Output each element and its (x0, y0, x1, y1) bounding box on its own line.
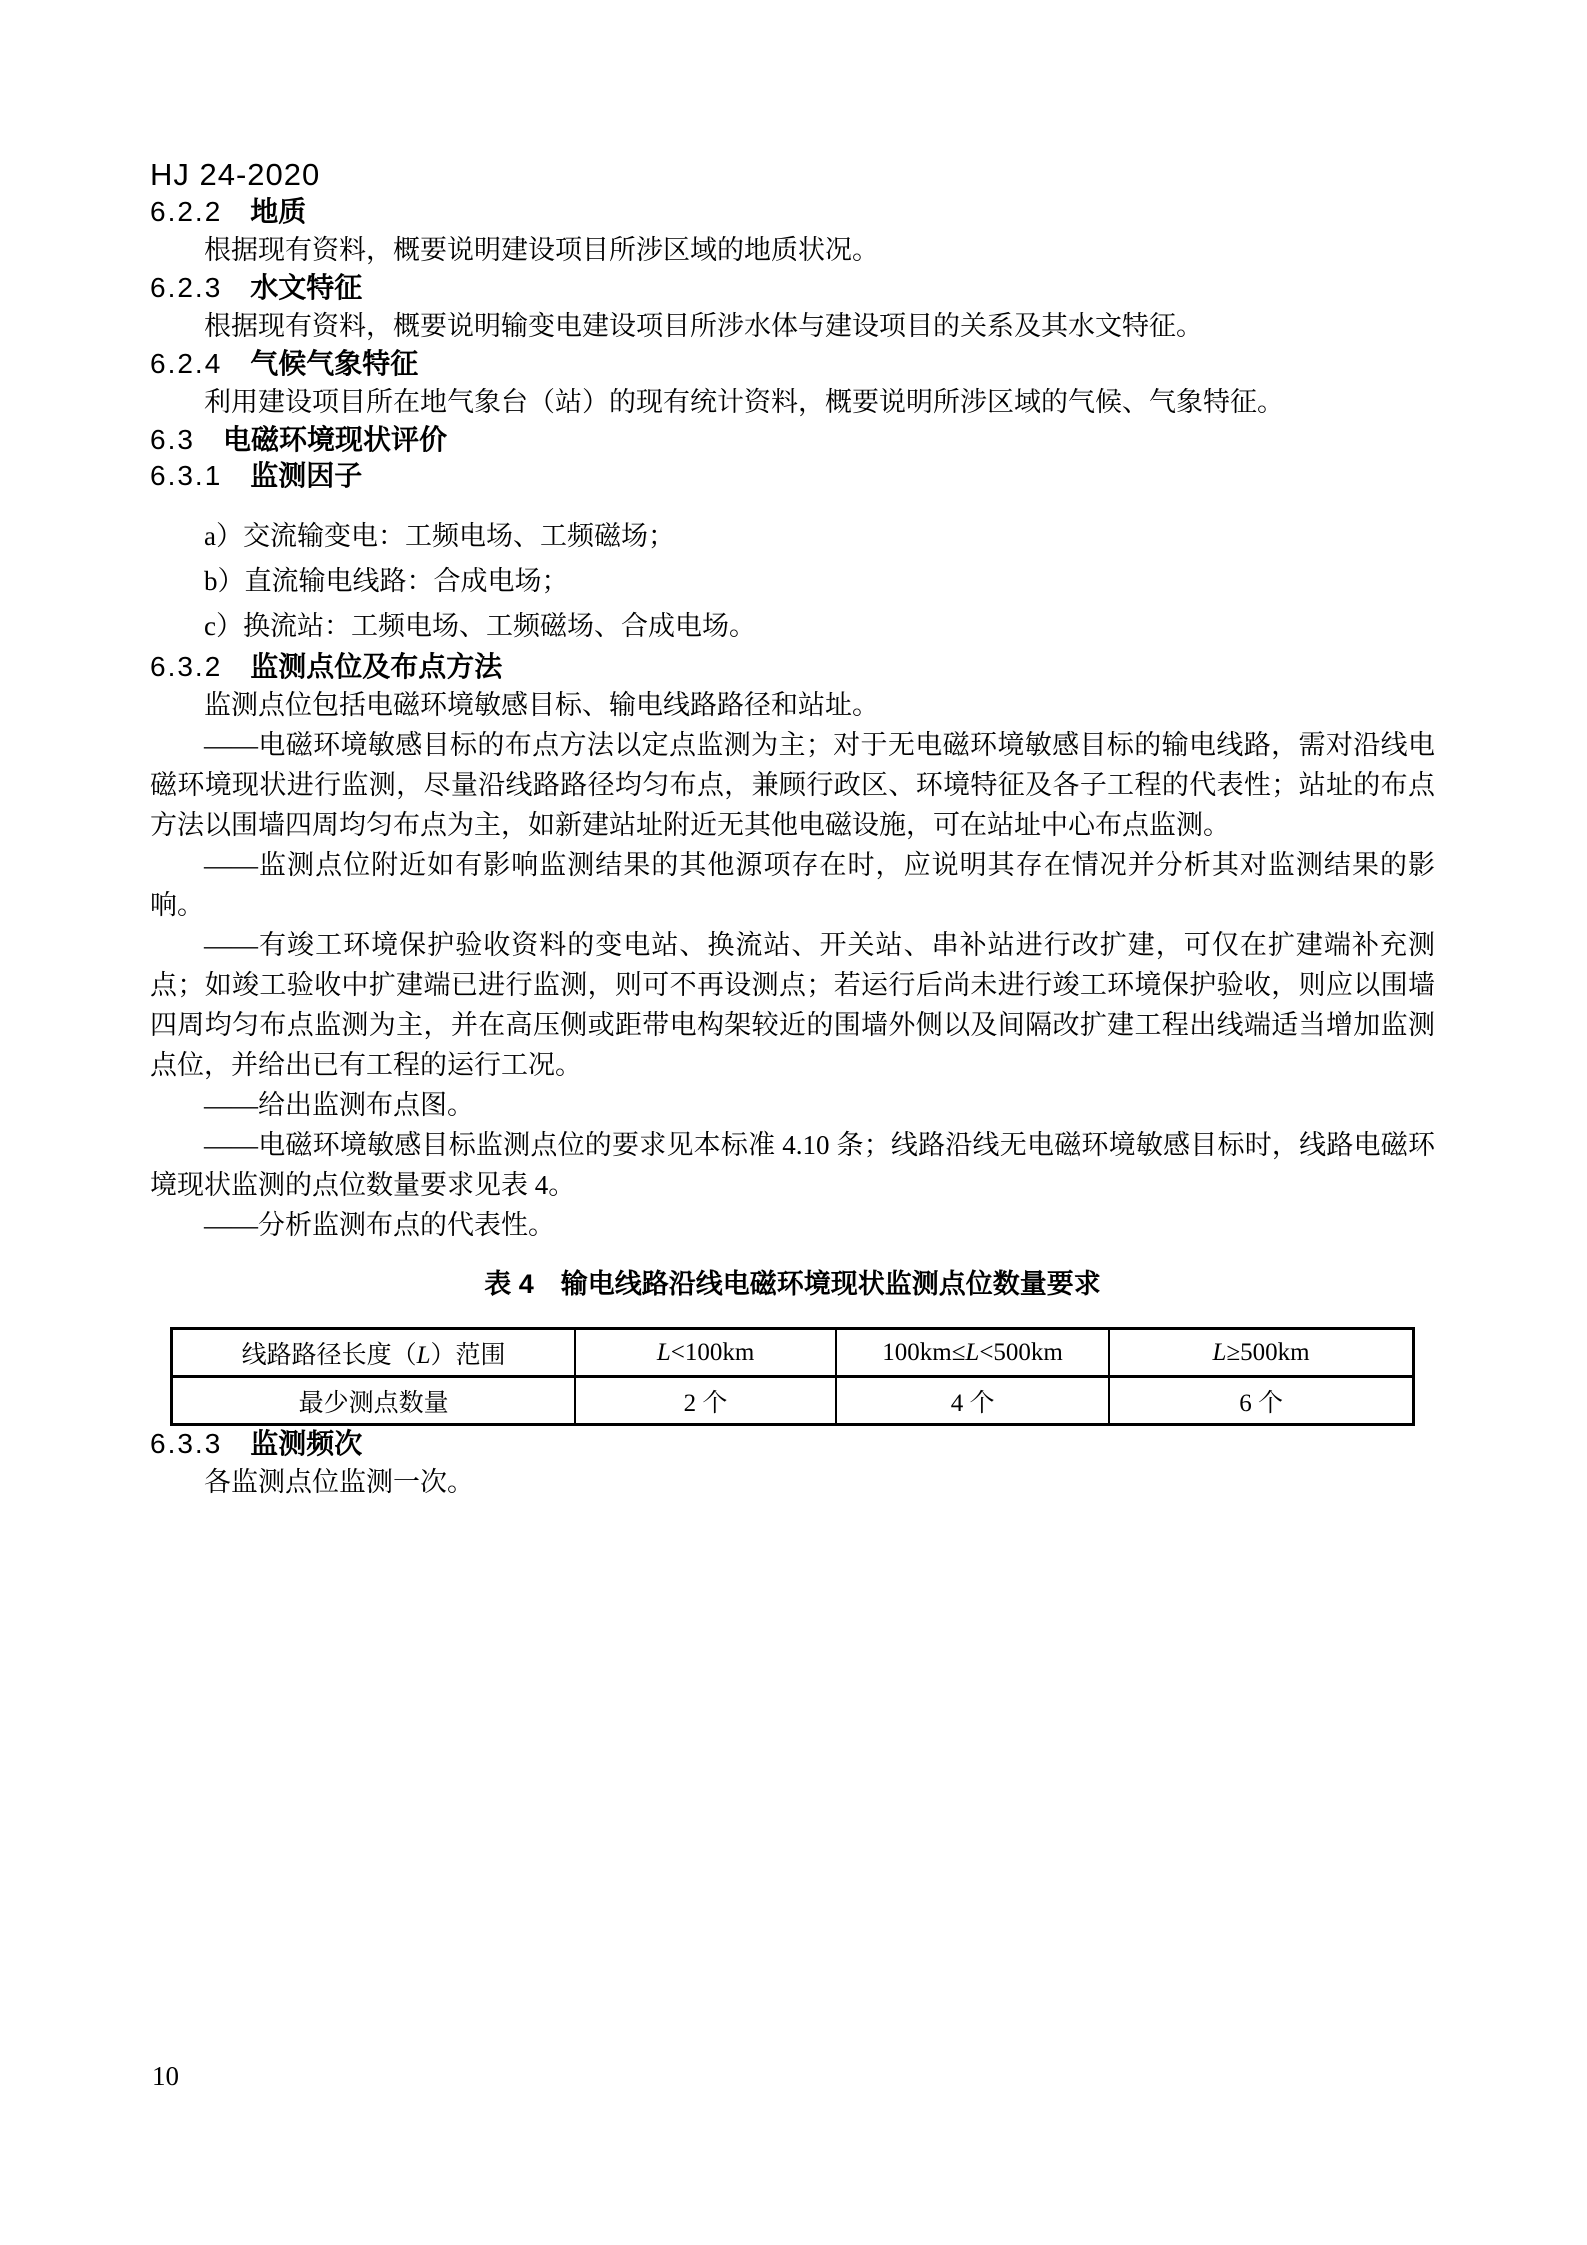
section-number: 6.3.3 (150, 1428, 223, 1459)
paragraph-6-3-3: 各监测点位监测一次。 (204, 1467, 474, 1497)
section-title: 监测点位及布点方法 (250, 651, 503, 682)
paragraph-6-3-2-intro: 监测点位包括电磁环境敏感目标、输电线路路径和站址。 (204, 690, 879, 720)
page-number: 10 (152, 2061, 179, 2091)
paragraph-6-2-3: 根据现有资料，概要说明输变电建设项目所涉水体与建设项目的关系及其水文特征。 (204, 311, 1203, 341)
section-heading-6-3 (150, 422, 1435, 458)
variable-L: L (1212, 1338, 1227, 1366)
list-item-a: a）交流输变电：工频电场、工频磁场； (204, 521, 675, 551)
table-4-caption: 表 4 输电线路沿线电磁环境现状监测点位数量要求 (484, 1269, 1101, 1299)
table-4-data-row (172, 1377, 1414, 1425)
table-4 (170, 1327, 1415, 1426)
section-title: 监测频次 (250, 1428, 363, 1459)
section-number: 6.2.2 (150, 196, 223, 227)
section-number: 6.2.3 (150, 272, 223, 303)
section-title: 水文特征 (250, 272, 363, 303)
page-content (150, 0, 1435, 1502)
section-title: 监测因子 (250, 460, 363, 491)
table-4-header-cell-range: 线路路径长度（L）范围 (172, 1329, 576, 1377)
paragraph-6-3-2-dash-6: ——分析监测布点的代表性。 (204, 1210, 555, 1240)
section-number: 6.3.1 (150, 460, 223, 491)
section-heading-6-2-3 (150, 270, 1435, 306)
paragraph-6-2-4: 利用建设项目所在地气象台（站）的现有统计资料，概要说明所涉区域的气候、气象特征。 (204, 387, 1284, 417)
monitoring-factor-list (150, 514, 1435, 649)
section-number: 6.2.4 (150, 348, 223, 379)
table-4-header-cell-100to500: 100km≤L<500km (836, 1329, 1109, 1377)
list-item-b: b）直流输电线路：合成电场； (204, 566, 569, 596)
table-4-header-cell-lt100: L<100km (575, 1329, 836, 1377)
section-heading-6-2-4 (150, 346, 1435, 382)
table-4-cell-value-2: 4 个 (836, 1377, 1109, 1425)
paragraph-6-3-2-dash-1: ——电磁环境敏感目标的布点方法以定点监测为主；对于无电磁环境敏感目标的输电线路，需对沿线电磁环境现状进行监测，尽量沿线路路径均匀布点，兼顾行政区、环境特征及各子工程的代表性；站址的布点方法以围墙四周均匀布点为主，如新建站址附近无其他电磁设施，可在站址中心布点监测。 (150, 730, 1435, 840)
section-heading-6-3-3 (150, 1426, 1435, 1462)
variable-L: L (656, 1338, 671, 1366)
doc-code: HJ 24-2020 (150, 157, 321, 192)
table-4-header-cell-ge500: L≥500km (1109, 1329, 1413, 1377)
table-4-cell-value-1: 2 个 (575, 1377, 836, 1425)
section-heading-6-3-2 (150, 649, 1435, 685)
table-4-header-row (172, 1329, 1414, 1377)
table-4-cell-value-3: 6 个 (1109, 1377, 1413, 1425)
section-heading-6-2-2 (150, 194, 1435, 230)
section-title: 地质 (250, 196, 307, 227)
section-title: 电磁环境现状评价 (222, 424, 447, 455)
section-title: 气候气象特征 (250, 348, 419, 379)
paragraph-6-3-2-dash-5: ——电磁环境敏感目标监测点位的要求见本标准 4.10 条；线路沿线无电磁环境敏感目标时，线路电磁环境现状监测的点位数量要求见表 4。 (150, 1130, 1435, 1200)
section-heading-6-3-1 (150, 458, 1435, 494)
table-4-cell-label: 最少测点数量 (298, 1389, 449, 1417)
section-number: 6.3.2 (150, 651, 223, 682)
section-number: 6.3 (150, 424, 195, 455)
variable-L: L (965, 1338, 980, 1366)
paragraph-6-3-2-dash-3: ——有竣工环境保护验收资料的变电站、换流站、开关站、串补站进行改扩建，可仅在扩建端补充测点；如竣工验收中扩建端已进行监测，则可不再设测点；若运行后尚未进行竣工环境保护验收，则应以围墙四周均匀布点监测为主，并在高压侧或距带电构架较近的围墙外侧以及间隔改扩建工程出线端适当增加监测点位，并给出已有工程的运行工况。 (150, 930, 1435, 1080)
paragraph-6-3-2-dash-2: ——监测点位附近如有影响监测结果的其他源项存在时，应说明其存在情况并分析其对监测结果的影响。 (150, 850, 1435, 920)
paragraph-6-3-2-dash-4: ——给出监测布点图。 (204, 1090, 474, 1120)
paragraph-6-2-2: 根据现有资料，概要说明建设项目所涉区域的地质状况。 (204, 235, 879, 265)
list-item-c: c）换流站：工频电场、工频磁场、合成电场。 (204, 611, 756, 641)
variable-L: L (416, 1341, 431, 1369)
